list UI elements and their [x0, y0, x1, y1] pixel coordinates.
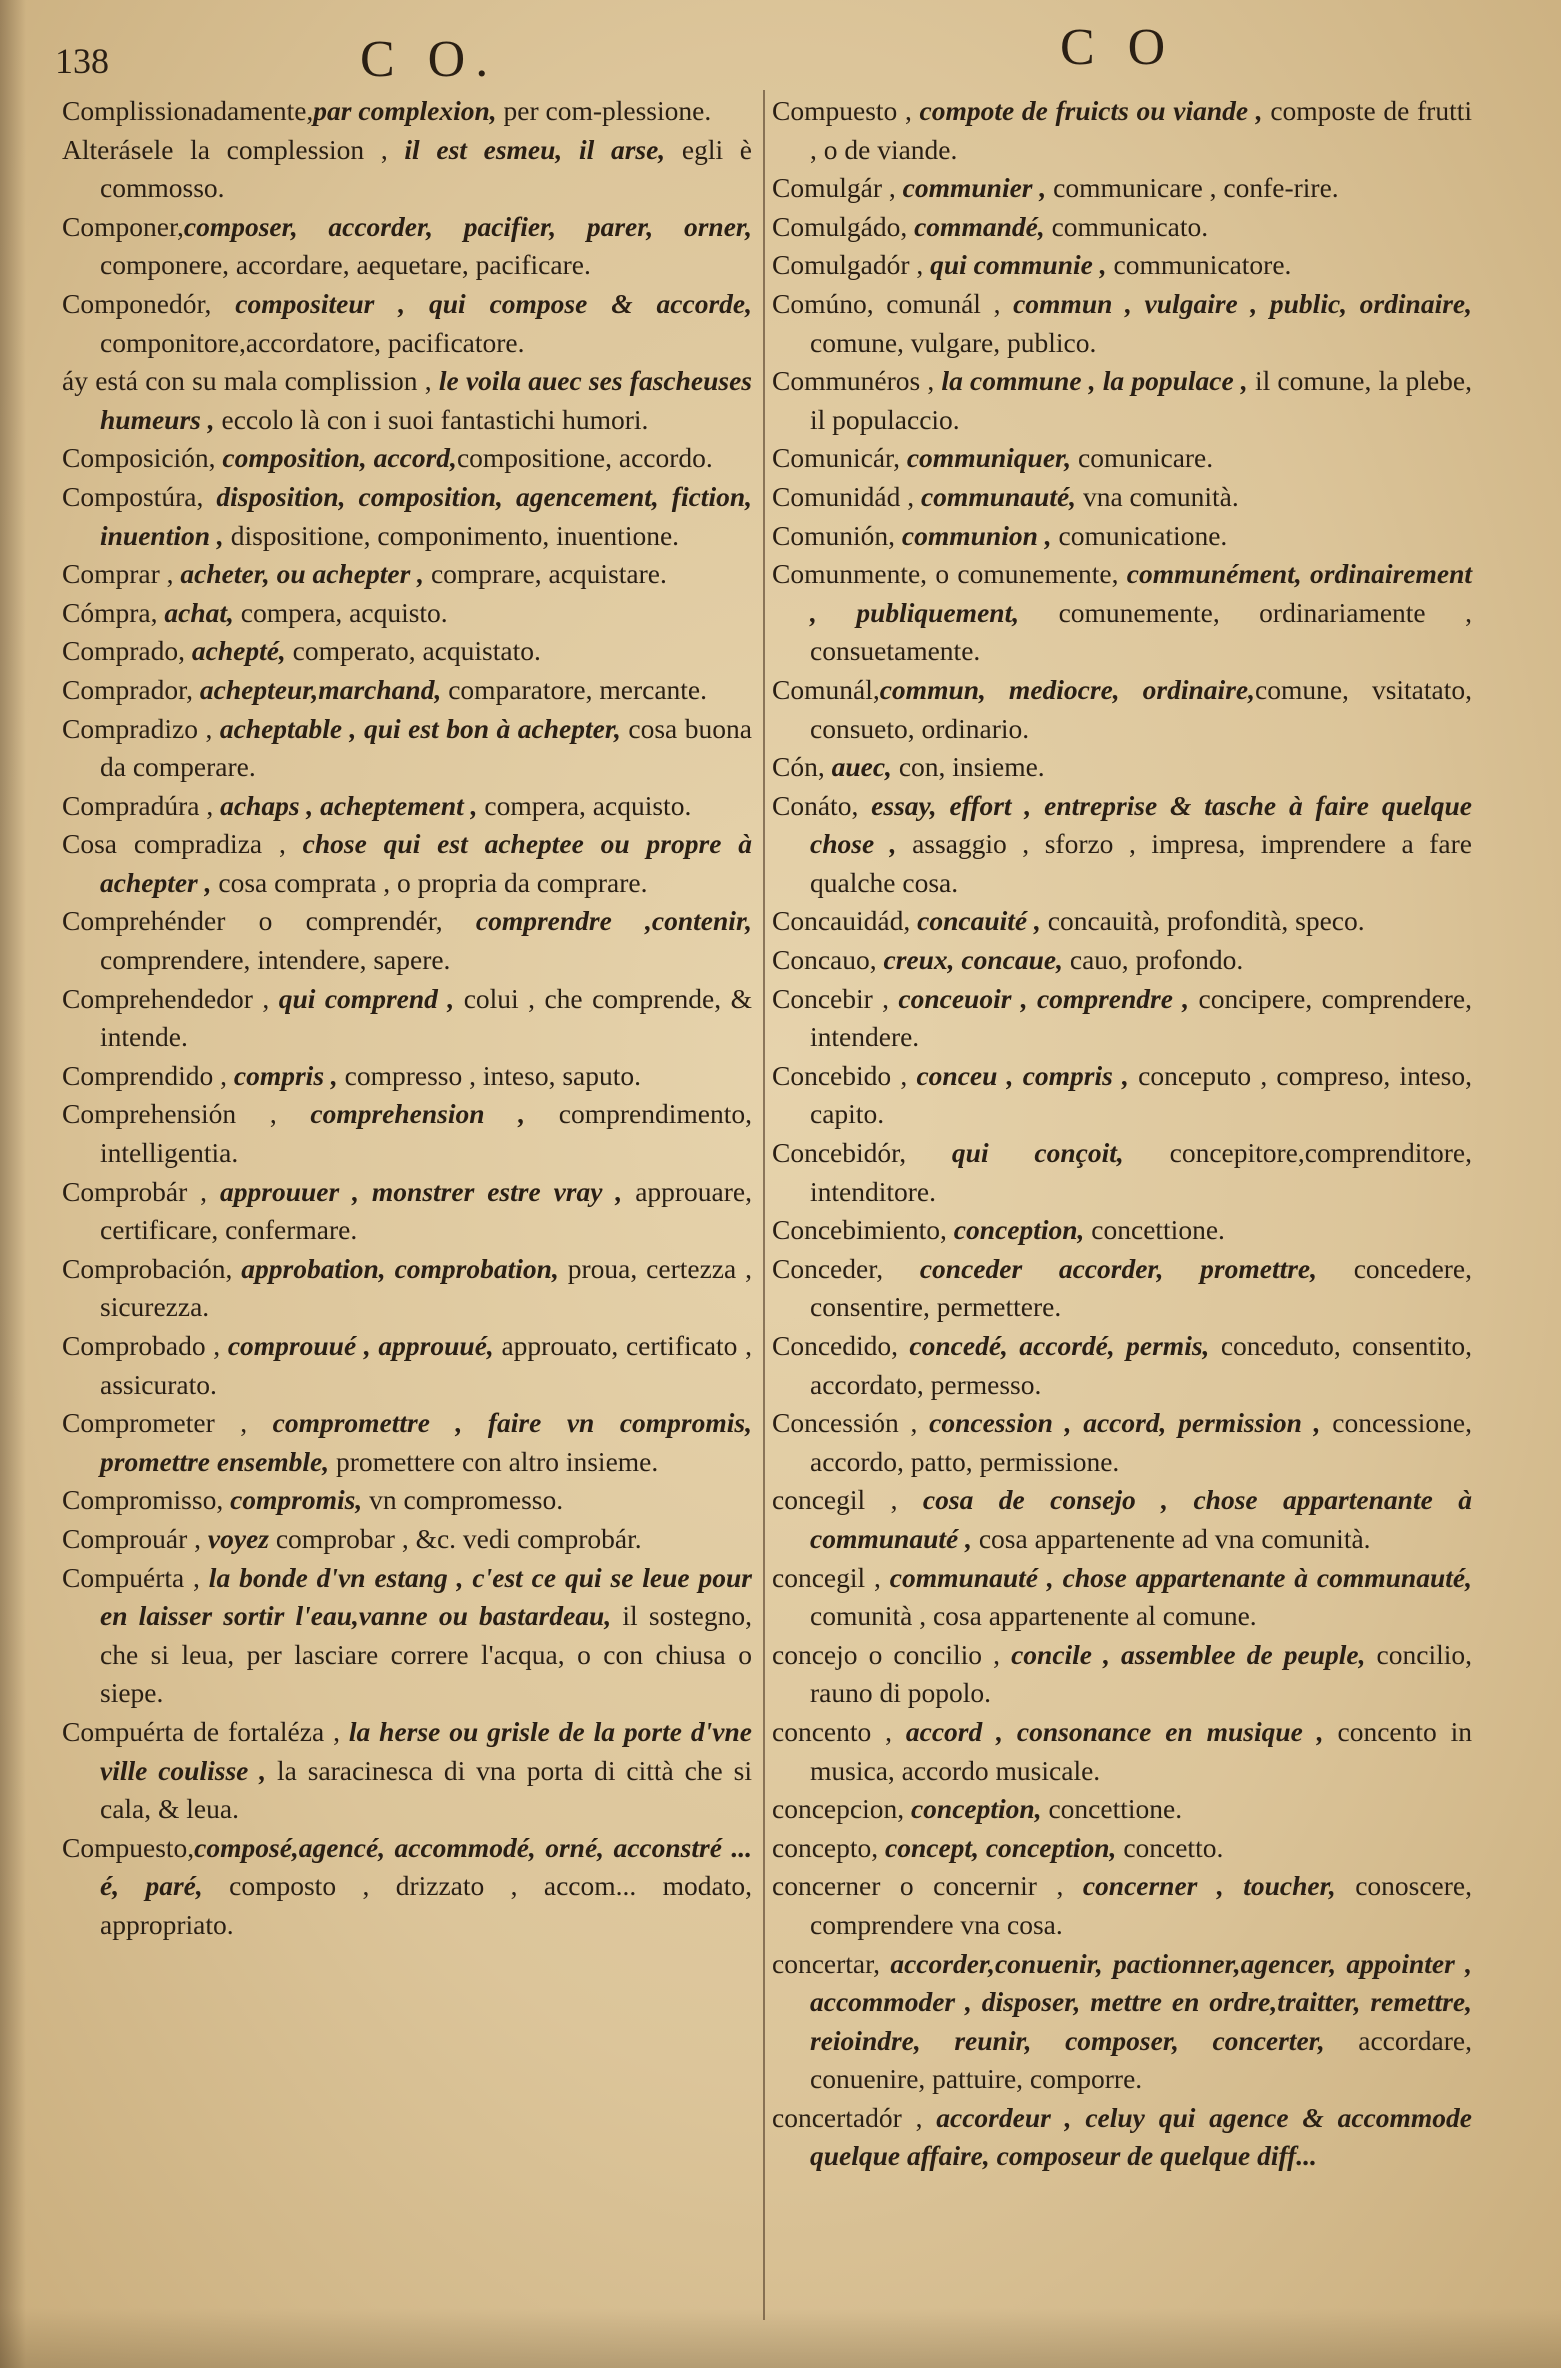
entry-italian-gloss: concauità, profondità, speco. [1040, 905, 1365, 937]
entry-french-gloss: il est esmeu, il arse, [387, 133, 666, 165]
entry-headword: Comprobár , [62, 1175, 208, 1207]
entry-french-gloss: chose qui est acheptee ou propre à achepter , [100, 828, 752, 898]
entry-headword: áy está con su mala complission , [62, 365, 432, 397]
entry-italian-gloss: communicato. [1044, 210, 1209, 242]
entry-italian-gloss: cosa buona da comperare. [100, 712, 752, 783]
dictionary-entry [772, 2099, 1472, 2176]
entry-french-gloss: compris , [227, 1059, 338, 1091]
entry-french-gloss: par complexion, [313, 95, 497, 126]
entry-headword: Comprouár , [62, 1522, 202, 1554]
dictionary-entry [62, 825, 752, 902]
dictionary-entry [62, 1559, 752, 1713]
entry-french-gloss: communier , [895, 172, 1047, 204]
dictionary-entry [772, 246, 1472, 285]
dictionary-entry [772, 517, 1472, 556]
right-column [772, 92, 1472, 2176]
entry-italian-gloss: comprare, acquistare. [424, 558, 667, 590]
entry-headword: Comulgadór , [772, 249, 924, 281]
dictionary-entry [62, 710, 752, 787]
entry-headword: Componedór, [62, 287, 212, 319]
entry-french-gloss: conception, [946, 1214, 1085, 1246]
entry-french-gloss: la bonde d'vn estang , c'est ce qui se leue pour en laisser sortir l'eau,vanne ou bastardeau, [100, 1561, 752, 1632]
entry-italian-gloss: concepitore,comprenditore, intenditore. [810, 1137, 1472, 1207]
running-head-right: C O [1060, 19, 1176, 76]
entry-headword: Comprador, [62, 673, 194, 705]
dictionary-entry [772, 1829, 1472, 1868]
entry-french-gloss: achepteur,marchand, [193, 673, 442, 705]
entry-italian-gloss: accordare, conuenire, pattuire, comporre. [810, 2024, 1472, 2095]
dictionary-entry [772, 787, 1472, 903]
dictionary-entry [62, 632, 752, 671]
entry-headword: Componer, [62, 210, 184, 242]
entry-headword: Complissionadamente, [62, 95, 314, 126]
dictionary-entry [62, 92, 752, 131]
entry-french-gloss: composé,agencé, accommodé, orné, acconstré ... é, paré, [100, 1831, 752, 1902]
dictionary-entry [772, 1057, 1472, 1134]
dictionary-entry [772, 92, 1472, 169]
dictionary-entry [62, 439, 752, 478]
entry-italian-gloss: conoscere, comprendere vna cosa. [810, 1870, 1473, 1940]
entry-french-gloss: achat, [157, 596, 234, 628]
entry-italian-gloss: concedere, consentire, permettere. [810, 1252, 1473, 1323]
dictionary-entry [62, 362, 752, 439]
entry-headword: Comunál, [772, 673, 880, 705]
dictionary-entry [772, 941, 1472, 980]
dictionary-entry [772, 1250, 1472, 1327]
entry-french-gloss: accorder,conuenir, pactionner,agencer, appointer , accommoder , disposer, mettre en ordre,traitter, remettre, reioindre, reunir, composer, concerter, [810, 1947, 1472, 2056]
entry-french-gloss: voyez [201, 1522, 269, 1554]
entry-headword: concertar, [772, 1947, 881, 1979]
entry-headword: Comprobado , [62, 1330, 221, 1361]
entry-french-gloss: commandé, [907, 210, 1045, 242]
dictionary-entry [62, 1481, 752, 1520]
entry-italian-gloss: concettione. [1041, 1793, 1183, 1825]
entry-headword: Concebimiento, [772, 1214, 947, 1246]
entry-italian-gloss: composte de frutti , o de viande. [810, 95, 1472, 165]
entry-headword: Concauidád, [772, 905, 911, 937]
entry-french-gloss: compromis, [223, 1484, 363, 1516]
dictionary-entry [772, 1559, 1472, 1636]
dictionary-entry [62, 478, 752, 555]
entry-italian-gloss: communicatore. [1106, 249, 1292, 281]
dictionary-entry [772, 362, 1472, 439]
entry-french-gloss: acheptable , qui est bon à achepter, [212, 712, 621, 744]
dictionary-entry [772, 1945, 1472, 2099]
entry-italian-gloss: conceduto, consentito, accordato, permesso. [810, 1330, 1473, 1400]
entry-headword: concepcion, [772, 1793, 905, 1825]
entry-french-gloss: communion , [895, 519, 1052, 551]
dictionary-entry [62, 594, 752, 633]
entry-french-gloss: concedé, accordé, permis, [898, 1330, 1210, 1361]
dictionary-entry [772, 439, 1472, 478]
entry-headword: concepto, [772, 1831, 879, 1863]
entry-italian-gloss: egli è commosso. [100, 133, 752, 204]
entry-french-gloss: approbation, comprobation, [232, 1252, 559, 1284]
entry-headword: Conceder, [772, 1252, 884, 1284]
running-head-left: C O. [360, 31, 499, 88]
entry-headword: Comúno, comunál , [772, 287, 1001, 319]
entry-italian-gloss: componitore,accordatore, pacificatore. [100, 326, 525, 358]
dictionary-entry [62, 787, 752, 826]
entry-italian-gloss: approuare, certificare, confermare. [100, 1175, 752, 1246]
dictionary-entry [772, 671, 1472, 748]
dictionary-entry [62, 1713, 752, 1829]
entry-headword: Compuérta de fortaléza , [62, 1715, 340, 1747]
entry-headword: Comprometer , [62, 1407, 248, 1439]
entry-french-gloss: qui comprend , [269, 982, 455, 1014]
dictionary-entry [772, 169, 1472, 208]
dictionary-entry [62, 285, 752, 362]
entry-headword: Comprehensión , [62, 1098, 277, 1130]
entry-headword: Cón, [772, 751, 825, 783]
entry-italian-gloss: comune, vulgare, publico. [810, 326, 1097, 358]
entry-italian-gloss: comparatore, mercante. [441, 673, 708, 705]
entry-headword: Compostúra, [62, 480, 204, 512]
entry-italian-gloss: la saracinesca di vna porta di città che si cala, & leua. [100, 1754, 752, 1825]
entry-italian-gloss: vn compromesso. [362, 1484, 564, 1516]
entry-italian-gloss: comprendere, intendere, sapere. [100, 944, 451, 976]
dictionary-entry [772, 555, 1472, 671]
entry-italian-gloss: cosa appartenente ad vna comunità. [971, 1522, 1371, 1554]
entry-french-gloss: compositeur , qui compose & accorde, [211, 287, 752, 319]
dictionary-entry [62, 902, 752, 979]
entry-french-gloss: compote de fruicts ou viande , [911, 95, 1263, 126]
entry-italian-gloss: assaggio , sforzo , impresa, imprendere a fare qualche cosa. [810, 828, 1472, 898]
entry-french-gloss: comprouué , approuué, [220, 1330, 494, 1361]
entry-italian-gloss: comune, vsitatato, consueto, ordinario. [810, 673, 1472, 744]
entry-french-gloss: concept, conception, [878, 1831, 1117, 1863]
entry-italian-gloss: colui , che comprende, & intende. [100, 982, 752, 1053]
entry-headword: Compradizo , [62, 712, 213, 744]
entry-headword: Concebir , [772, 982, 890, 1014]
bottom-edge-shadow [0, 2308, 1561, 2368]
entry-italian-gloss: per com-plessione. [496, 95, 712, 126]
entry-french-gloss: compromettre , faire vn compromis, promettre ensemble, [100, 1407, 752, 1477]
entry-italian-gloss: comperato, acquistato. [285, 635, 541, 667]
entry-headword: Compradúra , [62, 789, 214, 821]
entry-headword: concertadór , [772, 2101, 923, 2133]
entry-french-gloss: la commune , la populace , [934, 365, 1248, 397]
entry-headword: Comprado, [62, 635, 185, 667]
entry-italian-gloss: comprobar , &c. vedi comprobár. [268, 1522, 642, 1554]
column-rule [763, 90, 765, 2320]
entry-headword: Comunidád , [772, 480, 915, 512]
entry-italian-gloss: concento in musica, accordo musicale. [810, 1715, 1473, 1786]
entry-italian-gloss: comunemente, ordinariamente , consuetamente. [810, 596, 1472, 667]
entry-french-gloss: essay, effort , entreprise & tasche à faire quelque chose , [810, 789, 1472, 860]
dictionary-entry [772, 1636, 1472, 1713]
entry-headword: Alterásele la complession , [62, 133, 388, 165]
entry-headword: Cosa compradiza , [62, 828, 286, 860]
entry-headword: Concebidór, [772, 1137, 907, 1169]
dictionary-entry [62, 1057, 752, 1096]
entry-italian-gloss: conceputo , compreso, inteso, capito. [810, 1059, 1472, 1130]
dictionary-entry [772, 1713, 1472, 1790]
entry-french-gloss: creux, concaue, [876, 944, 1064, 976]
entry-french-gloss: accordeur , celuy qui agence & accommode quelque affaire, composeur de quelque diff... [810, 2101, 1472, 2172]
entry-italian-gloss: communicare , confe-rire. [1046, 172, 1339, 204]
entry-italian-gloss: concetto. [1116, 1831, 1224, 1863]
entry-french-gloss: communiquer, [899, 442, 1072, 474]
entry-french-gloss: accord , consonance en musique , [892, 1715, 1324, 1747]
dictionary-entry [772, 478, 1472, 517]
entry-french-gloss: acheter, ou achepter , [173, 558, 425, 590]
entry-headword: Comulgár , [772, 172, 896, 204]
dictionary-entry [62, 1520, 752, 1559]
dictionary-entry [62, 1095, 752, 1172]
entry-headword: Comunión, [772, 519, 895, 551]
dictionary-entry [772, 902, 1472, 941]
dictionary-entry [62, 1327, 752, 1404]
left-column [62, 92, 752, 1945]
entry-headword: concejo o concilio , [772, 1638, 1000, 1670]
entry-headword: Comulgádo, [772, 210, 908, 242]
entry-french-gloss: conception, [904, 1793, 1042, 1825]
dictionary-entry [62, 1173, 752, 1250]
entry-italian-gloss: comunicare. [1071, 442, 1214, 474]
entry-italian-gloss: composto , drizzato , accom... modato, appropriato. [100, 1870, 752, 1940]
dictionary-entry [62, 1829, 752, 1945]
entry-french-gloss: qui conçoit, [906, 1137, 1124, 1169]
entry-french-gloss: communauté , chose appartenante à communauté, [880, 1561, 1472, 1593]
entry-french-gloss: approuuer , monstrer estre vray , [207, 1175, 623, 1207]
entry-headword: Cómpra, [62, 596, 158, 628]
dictionary-entry [772, 1481, 1472, 1558]
entry-italian-gloss: compresso , inteso, saputo. [337, 1059, 641, 1091]
entry-italian-gloss: cosa comprata , o propria da comprare. [211, 866, 648, 898]
entry-french-gloss: concauité , [910, 905, 1041, 937]
entry-headword: Compuérta , [62, 1561, 200, 1593]
entry-italian-gloss: con, insieme. [891, 751, 1045, 783]
page-number: 138 [55, 41, 109, 81]
entry-french-gloss: conceuoir , comprendre , [889, 982, 1190, 1014]
entry-headword: concegil , [772, 1561, 881, 1593]
entry-headword: Compuesto, [62, 1831, 195, 1863]
spine-shadow [0, 0, 26, 2368]
entry-italian-gloss: componere, accordare, aequetare, pacificare. [100, 249, 591, 281]
entry-headword: Compromisso, [62, 1484, 224, 1516]
entry-italian-gloss: vna comunità. [1076, 480, 1239, 512]
dictionary-entry [772, 1211, 1472, 1250]
entry-french-gloss: communément, ordinairement , publiquement, [810, 558, 1473, 628]
dictionary-entry [772, 208, 1472, 247]
entry-french-gloss: communauté, [914, 480, 1077, 512]
entry-french-gloss: auec, [824, 751, 892, 783]
dictionary-entry [772, 285, 1472, 362]
dictionary-entry [772, 748, 1472, 787]
entry-italian-gloss: promettere con altro insieme. [329, 1445, 659, 1477]
entry-french-gloss: commun, mediocre, ordinaire, [879, 673, 1255, 705]
entry-headword: concerner o concernir , [772, 1870, 1064, 1902]
entry-french-gloss: commun , vulgaire , public, ordinaire, [1000, 287, 1472, 319]
entry-italian-gloss: concilio, rauno di popolo. [810, 1638, 1473, 1709]
entry-french-gloss: conceu , compris , [907, 1059, 1129, 1091]
entry-french-gloss: composition, accord, [215, 442, 457, 474]
entry-italian-gloss: comunicatione. [1051, 519, 1228, 551]
entry-french-gloss: concession , accord, permission , [917, 1407, 1321, 1439]
entry-french-gloss: cosa de consejo , chose appartenante à communauté , [810, 1484, 1472, 1554]
entry-french-gloss: la herse ou grisle de la porte d'vne ville coulisse , [100, 1715, 752, 1786]
entry-french-gloss: concile , assemblee de peuple, [999, 1638, 1366, 1670]
entry-french-gloss: achaps , acheptement , [213, 789, 478, 821]
entry-headword: concento , [772, 1715, 893, 1747]
entry-italian-gloss: il comune, la plebe, il populaccio. [810, 365, 1472, 435]
entry-italian-gloss: dispositione, componimento, inuentione. [223, 519, 680, 551]
entry-italian-gloss: approuato, certificato , assicurato. [100, 1330, 752, 1400]
entry-french-gloss: achepté, [184, 635, 286, 667]
entry-headword: Comunicár, [772, 442, 900, 474]
dictionary-entry [772, 1404, 1472, 1481]
dictionary-entry [62, 1250, 752, 1327]
entry-headword: Comprendido , [62, 1059, 227, 1091]
dictionary-entry [62, 980, 752, 1057]
dictionary-entry [62, 1404, 752, 1481]
entry-italian-gloss: comunità , cosa appartenente al comune. [810, 1600, 1257, 1632]
entry-italian-gloss: cauo, profondo. [1063, 944, 1244, 976]
entry-italian-gloss: il sostegno, che si leua, per lasciare correre l'acqua, o con chiusa o siepe. [100, 1600, 752, 1709]
dictionary-entry [62, 208, 752, 285]
entry-headword: Comunmente, o comunemente, [772, 558, 1119, 590]
entry-italian-gloss: concipere, comprendere, intendere. [810, 982, 1472, 1053]
entry-headword: concegil , [772, 1484, 898, 1516]
entry-italian-gloss: compositione, accordo. [456, 442, 713, 474]
dictionary-entry [62, 555, 752, 594]
entry-italian-gloss: proua, certezza , sicurezza. [100, 1252, 752, 1323]
entry-headword: Concedido, [772, 1330, 899, 1361]
entry-french-gloss: concerner , toucher, [1063, 1870, 1336, 1902]
entry-headword: Comprehendedor , [62, 982, 270, 1014]
entry-italian-gloss: eccolo là con i suoi fantastichi humori. [214, 403, 649, 435]
dictionary-entry [772, 1867, 1472, 1944]
entry-italian-gloss: concessione, accordo, patto, permissione. [810, 1407, 1472, 1477]
dictionary-entry [772, 1790, 1472, 1829]
entry-headword: Comprobación, [62, 1252, 233, 1284]
dictionary-entry [772, 1134, 1472, 1211]
dictionary-entry [62, 131, 752, 208]
entry-french-gloss: comprendre ,contenir, [442, 905, 752, 937]
entry-headword: Comprehénder o comprendér, [62, 905, 443, 937]
entry-french-gloss: composer, accorder, pacifier, parer, orner, [183, 210, 752, 242]
entry-headword: Composición, [62, 442, 216, 474]
entry-italian-gloss: compera, acquisto. [233, 596, 448, 628]
entry-italian-gloss: comprendimento, intelligentia. [100, 1098, 752, 1169]
entry-italian-gloss: concettione. [1084, 1214, 1225, 1246]
entry-italian-gloss: compera, acquisto. [477, 789, 692, 821]
dictionary-entry [772, 1327, 1472, 1404]
entry-french-gloss: comprehension , [276, 1098, 526, 1130]
dictionary-entry [772, 980, 1472, 1057]
entry-headword: Conáto, [772, 789, 859, 821]
entry-headword: Comprar , [62, 558, 174, 590]
entry-french-gloss: qui communie , [923, 249, 1107, 281]
dictionary-entry [62, 671, 752, 710]
entry-headword: Compuesto , [772, 95, 912, 126]
entry-headword: Concessión , [772, 1407, 918, 1439]
entry-headword: Communéros , [772, 365, 935, 397]
entry-french-gloss: conceder accorder, promettre, [883, 1252, 1318, 1284]
entry-headword: Concebido , [772, 1059, 908, 1091]
entry-headword: Concauo, [772, 944, 877, 976]
entry-french-gloss: disposition, composition, agencement, fiction, inuention , [100, 480, 752, 551]
entry-french-gloss: le voila auec ses fascheuses humeurs , [100, 365, 752, 435]
